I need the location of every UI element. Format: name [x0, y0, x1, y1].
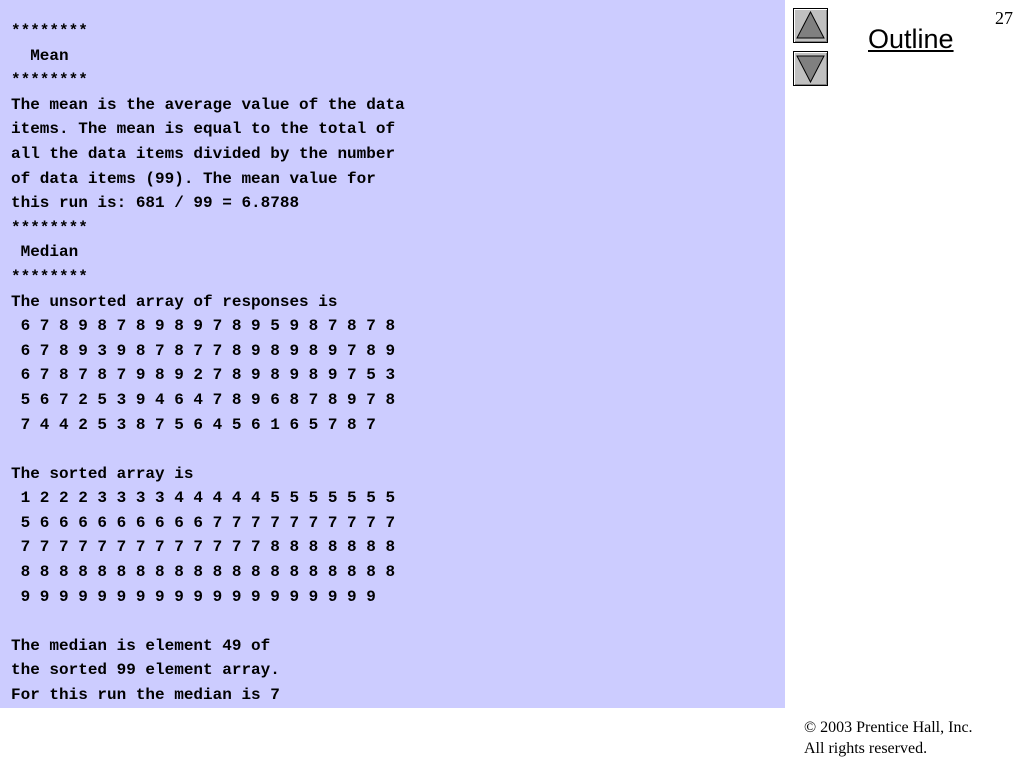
output-line: For this run the median is 7 [11, 686, 280, 705]
output-line: ******** [11, 71, 88, 90]
output-line: 7 7 7 7 7 7 7 7 7 7 7 7 7 8 8 8 8 8 8 8 [11, 538, 396, 557]
output-line: 1 2 2 2 3 3 3 3 4 4 4 4 4 5 5 5 5 5 5 5 [11, 489, 396, 508]
output-line: items. The mean is equal to the total of [11, 120, 396, 139]
output-line: 5 6 7 2 5 3 9 4 6 4 7 8 9 6 8 7 8 9 7 8 [11, 390, 396, 409]
output-line: 6 7 8 7 8 7 9 8 9 2 7 8 9 8 9 8 9 7 5 3 [11, 366, 396, 385]
output-line: the sorted 99 element array. [11, 661, 280, 680]
output-line: ******** [11, 22, 88, 40]
output-line: all the data items divided by the number [11, 144, 396, 163]
output-line: Median [11, 243, 79, 262]
output-line: The median is element 49 of [11, 636, 271, 655]
program-output-text [11, 19, 405, 708]
output-line: Mean [11, 46, 69, 65]
output-line: ******** [11, 267, 88, 286]
copyright-notice [804, 717, 973, 759]
output-line: ******** [11, 218, 88, 237]
triangle-up-icon [794, 9, 827, 42]
output-line: The sorted array is [11, 464, 194, 483]
output-line: 6 7 8 9 3 9 8 7 8 7 7 8 9 8 9 8 9 7 8 9 [11, 341, 396, 360]
triangle-down-icon [794, 52, 827, 85]
output-line: The unsorted array of responses is [11, 292, 338, 311]
output-line: 5 6 6 6 6 6 6 6 6 6 7 7 7 7 7 7 7 7 7 7 [11, 513, 396, 532]
output-line: 6 7 8 9 8 7 8 9 8 9 7 8 9 5 9 8 7 8 7 8 [11, 317, 396, 336]
output-line: 8 8 8 8 8 8 8 8 8 8 8 8 8 8 8 8 8 8 8 8 [11, 563, 396, 582]
previous-slide-button[interactable] [793, 8, 828, 43]
rights-line: All rights reserved. [804, 740, 928, 757]
output-line [11, 437, 405, 462]
output-line: of data items (99). The mean value for [11, 169, 376, 188]
page-number: 27 [995, 8, 1013, 28]
output-line: The mean is the average value of the data [11, 95, 405, 114]
output-line: this run is: 681 / 99 = 6.8788 [11, 194, 300, 213]
output-line: 7 4 4 2 5 3 8 7 5 6 4 5 6 1 6 5 7 8 7 [11, 415, 376, 434]
next-slide-button[interactable] [793, 51, 828, 86]
output-line [11, 609, 405, 634]
output-line: 9 9 9 9 9 9 9 9 9 9 9 9 9 9 9 9 9 9 9 [11, 587, 376, 606]
outline-link[interactable]: Outline [868, 24, 954, 54]
copyright-line: © 2003 Prentice Hall, Inc. [804, 719, 973, 736]
